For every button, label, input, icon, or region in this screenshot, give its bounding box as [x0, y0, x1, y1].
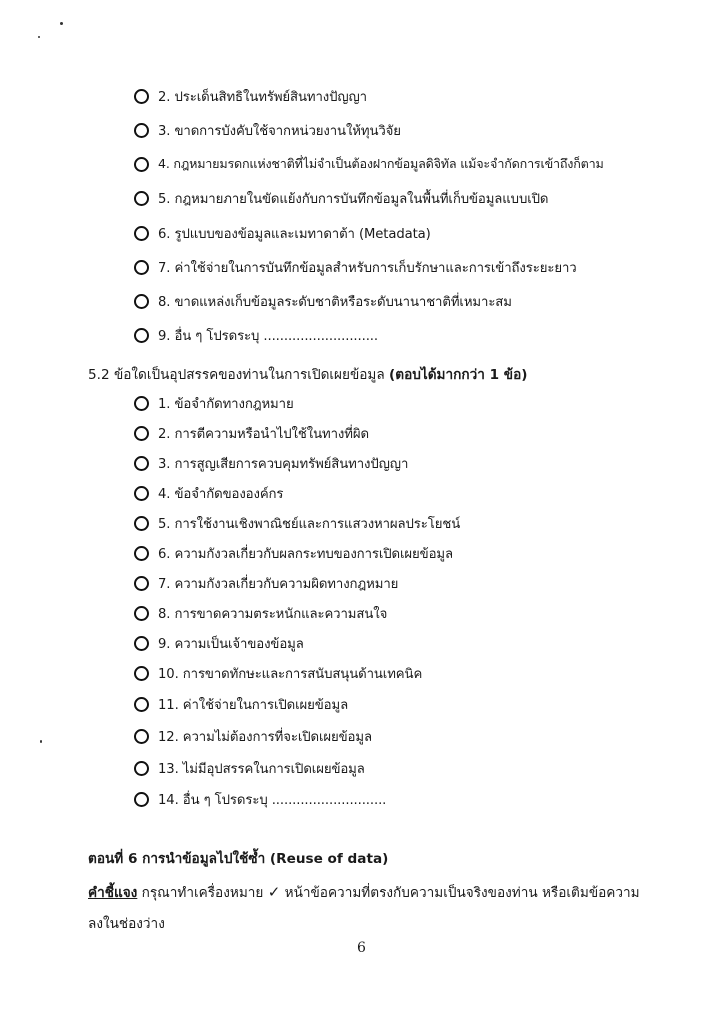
- option-label: 9. ความเป็นเจ้าของข้อมูล: [158, 636, 304, 652]
- scan-speck: [38, 36, 40, 38]
- option-label: 11. ค่าใช้จ่ายในการเปิดเผยข้อมูล: [158, 697, 349, 713]
- radio-circle-icon[interactable]: [134, 226, 149, 241]
- option-b-14[interactable]: [134, 787, 386, 811]
- option-b-11[interactable]: [134, 692, 348, 716]
- question-text: 5.2 ข้อใดเป็นอุปสรรคของท่านในการเปิดเผยข้อมูล: [88, 367, 390, 383]
- option-a-6[interactable]: [134, 221, 431, 245]
- scan-speck: [40, 740, 42, 743]
- option-label: 7. ค่าใช้จ่ายในการบันทึกข้อมูลสำหรับการเก็บรักษาและการเข้าถึงระยะยาว: [158, 260, 577, 276]
- option-b-4[interactable]: [134, 481, 283, 505]
- option-b-1[interactable]: [134, 391, 294, 415]
- option-b-13[interactable]: [134, 756, 365, 780]
- option-label: 14. อื่น ๆ โปรดระบุ ............................: [158, 792, 387, 808]
- option-label: 6. ความกังวลเกี่ยวกับผลกระทบของการเปิดเผยข้อมูล: [158, 546, 453, 562]
- radio-circle-icon[interactable]: [134, 576, 149, 591]
- radio-circle-icon[interactable]: [134, 157, 149, 172]
- radio-circle-icon[interactable]: [134, 426, 149, 441]
- option-label: 3. ขาดการบังคับใช้จากหน่วยงานให้ทุนวิจัย: [158, 123, 401, 139]
- radio-circle-icon[interactable]: [134, 636, 149, 651]
- radio-circle-icon[interactable]: [134, 89, 149, 104]
- section-6-title: ตอนที่ 6 การนำข้อมูลไปใช้ซ้ำ (Reuse of data): [88, 851, 389, 867]
- radio-circle-icon[interactable]: [134, 761, 149, 776]
- option-a-3[interactable]: [134, 118, 401, 142]
- option-a-7[interactable]: [134, 255, 577, 279]
- page-number: 6: [357, 940, 366, 956]
- radio-circle-icon[interactable]: [134, 606, 149, 621]
- checkmark-icon: ✓: [267, 883, 281, 901]
- option-label: 12. ความไม่ต้องการที่จะเปิดเผยข้อมูล: [158, 729, 372, 745]
- option-label: 9. อื่น ๆ โปรดระบุ ............................: [158, 328, 378, 344]
- option-a-4[interactable]: [134, 152, 604, 176]
- radio-circle-icon[interactable]: [134, 123, 149, 138]
- option-b-9[interactable]: [134, 631, 304, 655]
- radio-circle-icon[interactable]: [134, 486, 149, 501]
- option-label: 1. ข้อจำกัดทางกฎหมาย: [158, 396, 294, 412]
- radio-circle-icon[interactable]: [134, 666, 149, 681]
- option-b-12[interactable]: [134, 724, 372, 748]
- radio-circle-icon[interactable]: [134, 260, 149, 275]
- option-label: 8. ขาดแหล่งเก็บข้อมูลระดับชาติหรือระดับนานาชาติที่เหมาะสม: [158, 294, 512, 310]
- option-label: 4. กฎหมายมรดกแห่งชาติที่ไม่จำเป็นต้องฝากข้อมูลดิจิทัล แม้จะจำกัดการเข้าถึงก็ตาม: [158, 156, 604, 171]
- option-a-9[interactable]: [134, 323, 378, 347]
- radio-circle-icon[interactable]: [134, 328, 149, 343]
- option-label: 7. ความกังวลเกี่ยวกับความผิดทางกฎหมาย: [158, 576, 399, 592]
- option-a-8[interactable]: [134, 289, 512, 313]
- option-label: 6. รูปแบบของข้อมูลและเมทาดาต้า (Metadata): [158, 226, 431, 242]
- option-a-5[interactable]: [134, 186, 548, 210]
- option-b-3[interactable]: [134, 451, 408, 475]
- option-label: 2. ประเด็นสิทธิในทรัพย์สินทางปัญญา: [158, 89, 367, 105]
- radio-circle-icon[interactable]: [134, 294, 149, 309]
- radio-circle-icon[interactable]: [134, 456, 149, 471]
- option-b-10[interactable]: [134, 661, 422, 685]
- radio-circle-icon[interactable]: [134, 191, 149, 206]
- radio-circle-icon[interactable]: [134, 546, 149, 561]
- question-note: (ตอบได้มากกว่า 1 ข้อ): [389, 367, 528, 383]
- instruction-label: คำชี้แจง: [88, 885, 138, 901]
- radio-circle-icon[interactable]: [134, 396, 149, 411]
- option-b-8[interactable]: [134, 601, 387, 625]
- question-5-2-heading: [88, 363, 527, 385]
- option-label: 13. ไม่มีอุปสรรคในการเปิดเผยข้อมูล: [158, 761, 365, 777]
- option-b-6[interactable]: [134, 541, 453, 565]
- option-b-5[interactable]: [134, 511, 460, 535]
- option-label: 5. การใช้งานเชิงพาณิชย์และการแสวงหาผลประโยชน์: [158, 516, 461, 532]
- option-label: 5. กฎหมายภายในขัดแย้งกับการบันทึกข้อมูลในพื้นที่เก็บข้อมูลแบบเปิด: [158, 191, 549, 207]
- option-b-7[interactable]: [134, 571, 398, 595]
- radio-circle-icon[interactable]: [134, 729, 149, 744]
- option-label: 10. การขาดทักษะและการสนับสนุนด้านเทคนิค: [158, 666, 423, 682]
- section-6-instruction: [88, 877, 648, 940]
- radio-circle-icon[interactable]: [134, 792, 149, 807]
- option-label: 2. การตีความหรือนำไปใช้ในทางที่ผิด: [158, 426, 369, 442]
- option-label: 4. ข้อจำกัดขององค์กร: [158, 486, 284, 502]
- instruction-text-post: หน้าข้อความที่ตรงกับความเป็นจริงของท่าน หรือเติมข้อความลงในช่องว่าง: [88, 885, 640, 932]
- radio-circle-icon[interactable]: [134, 697, 149, 712]
- scan-speck: [60, 22, 63, 25]
- instruction-text-pre: กรุณาทำเครื่องหมาย: [137, 885, 268, 901]
- option-b-2[interactable]: [134, 421, 369, 445]
- option-a-2[interactable]: [134, 84, 367, 108]
- radio-circle-icon[interactable]: [134, 516, 149, 531]
- option-label: 3. การสูญเสียการควบคุมทรัพย์สินทางปัญญา: [158, 456, 409, 472]
- option-label: 8. การขาดความตระหนักและความสนใจ: [158, 606, 388, 622]
